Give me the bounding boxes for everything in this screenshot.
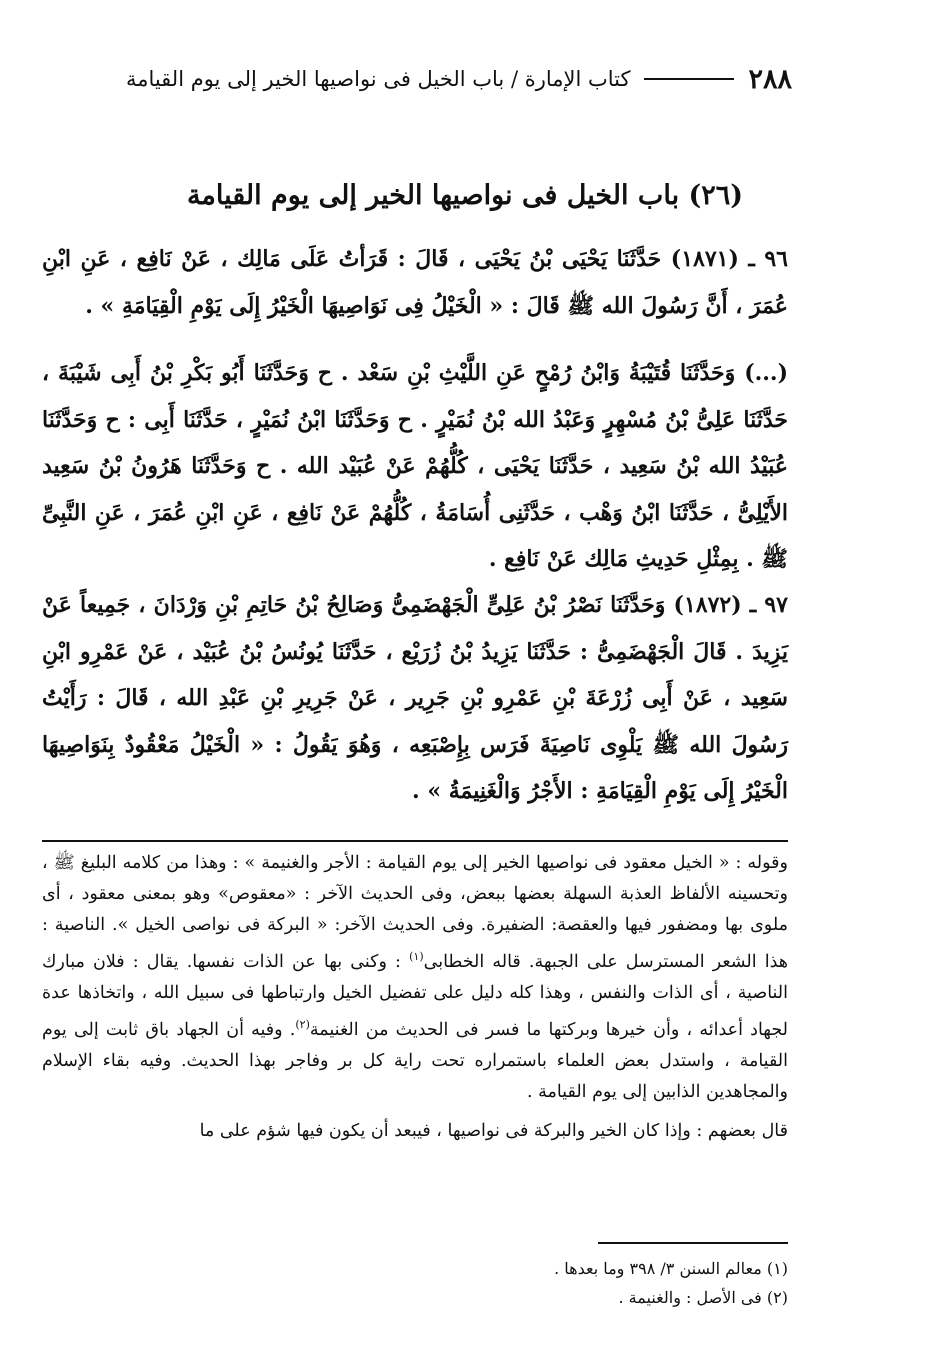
footnote-ref-1: (١) [409,950,424,963]
commentary-paragraph: قال بعضهم : وإذا كان الخير والبركة فى نواصيها ، فيبعد أن يكون فيها شؤم على ما [199,1120,788,1141]
chapter-title: (٢٦) باب الخيل فى نواصيها الخير إلى يوم القيامة [186,180,744,211]
running-title: كتاب الإمارة / باب الخيل فى نواصيها الخير إلى يوم القيامة [125,67,631,91]
footnotes [42,1254,788,1312]
footnote-divider [598,1242,788,1244]
page-number: ٢٨٨ [748,63,792,95]
commentary-text: . وفيه أن الجهاد باق ثابت إلى يوم القيامة ، واستدل بعض العلماء باستمراره تحت راية كل بر وفاجر بهذا الحديث. وفيه بقاء الإسلام والمجاهدين الذابين إلى يوم القيامة . [42,1019,788,1102]
footnote-ref-2: (٢) [295,1017,310,1031]
hadith-text: ٩٦ ـ (١٨٧١) حَدَّثَنَا يَحْيَى بْنُ يَحْيَى ، قَالَ : قَرَأتُ عَلَى مَالِك ، عَنْ نَافِع ، عَنِ ابْنِ عُمَرَ ، أَنَّ رَسُولَ الله ﷺ قَالَ : « الْخَيْلُ فِى نَوَاصِيهَا الْخَيْرُ إِلَى يَوْمِ الْقِيَامَةِ » . [42,246,788,319]
footnote-2: (٢) فى الأصل : والغنيمة . [618,1288,788,1307]
commentary [42,848,788,1147]
hadith-96-chain [42,350,788,583]
commentary-text: : وكنى بها عن الذات نفسها. يقال : فلان مبارك الناصية ، أى الذات والنفس ، وهذا كله دليل على تفضيل الخيل وارتباطها فى سبيل الله ، واتخاذها عدة لجهاد أعدائه ، وأن خيرها وبركتها ما فسر فى الحديث من الغنيمة [42,951,788,1040]
page-header [40,62,792,96]
footnote-1: (١) معالم السنن ٣/ ٣٩٨ وما بعدها . [554,1259,788,1278]
text-divider [42,840,788,842]
hadith-96 [42,236,788,329]
header-rule [644,78,734,80]
hadith-text: ٩٧ ـ (١٨٧٢) وَحَدَّثَنَا نَصْرُ بْنُ عَلِىٍّ الْجَهْضَمِىُّ وَصَالِحُ بْنُ حَاتِمِ بْنِ وَرْدَانَ ، جَمِيعاً عَنْ يَزِيدَ . قَالَ الْجَهْضَمِىُّ : حَدَّثَنَا يَزِيدُ بْنُ زُرَيْع ، حَدَّثَنَا يُونُسُ بْنُ عُبَيْد ، عَنْ عَمْرِو ابْنِ سَعِيد ، عَنْ أَبِى زُرْعَةَ بْنِ عَمْرِو بْنِ جَرِير ، عَنْ جَرِيرِ بْنِ عَبْدِ الله ، قَالَ : رَأَيْتُ رَسُولَ الله ﷺ يَلْوِى نَاصِيَةَ فَرَس بِإِصْبَعِه ، وَهُوَ يَقُولُ : « الْخَيْلُ مَعْقُودٌ بِنَوَاصِيهَا الْخَيْرُ إِلَى يَوْمِ الْقِيَامَةِ : الأَجْرُ وَالْغَنِيمَةُ » . [42,592,788,804]
hadith-97 [42,582,788,815]
hadith-text: (...) وَحَدَّثَنَا قُتَيْبَةُ وَابْنُ رُمْحٍ عَنِ اللَّيْثِ بْنِ سَعْد . ح وَحَدَّثَنَا أَبُو بَكْرِ بْنُ أَبِى شَيْبَةَ ، حَدَّثَنَا عَلِىُّ بْنُ مُسْهِرٍ وَعَبْدُ الله بْنُ نُمَيْرٍ . ح وَحَدَّثَنَا ابْنُ نُمَيْرٍ ، حَدَّثَنَا أَبِى : ح وَحَدَّثَنَا عُبَيْدُ الله بْنُ سَعِيد ، حَدَّثَنَا يَحْيَى ، كُلُّهُمْ عَنْ عُبَيْد الله . ح وَحَدَّثَنَا هَرُونُ بْنُ سَعِيد الأَيْلِىُّ ، حَدَّثَنَا ابْنُ وَهْب ، حَدَّثَنِى أُسَامَةُ ، كُلُّهُمْ عَنْ نَافِع ، عَنِ ابْنِ عُمَرَ ، عَنِ النَّبِىِّ ﷺ . بِمِثْلِ حَدِيثِ مَالِك عَنْ نَافِع . [42,360,788,572]
commentary-paragraph [42,848,788,1108]
commentary-text: وقوله : « الخيل معقود فى نواصيها الخير إلى يوم القيامة : الأجر والغنيمة » : وهذا من كلامه البليغ ﷺ ، وتحسينه الألفاظ العذبة السهلة بعضها ببعض، وفى الحديث الآخر : «معقوص» وهو بمعنى معقود ، أى ملوى بها ومضفور فيها والعقصة: الضفيرة. وفى الحديث الآخر: « البركة فى نواصى الخيل ». الناصية : هذا الشعر المسترسل على الجبهة. قاله الخطابى [42,853,789,972]
